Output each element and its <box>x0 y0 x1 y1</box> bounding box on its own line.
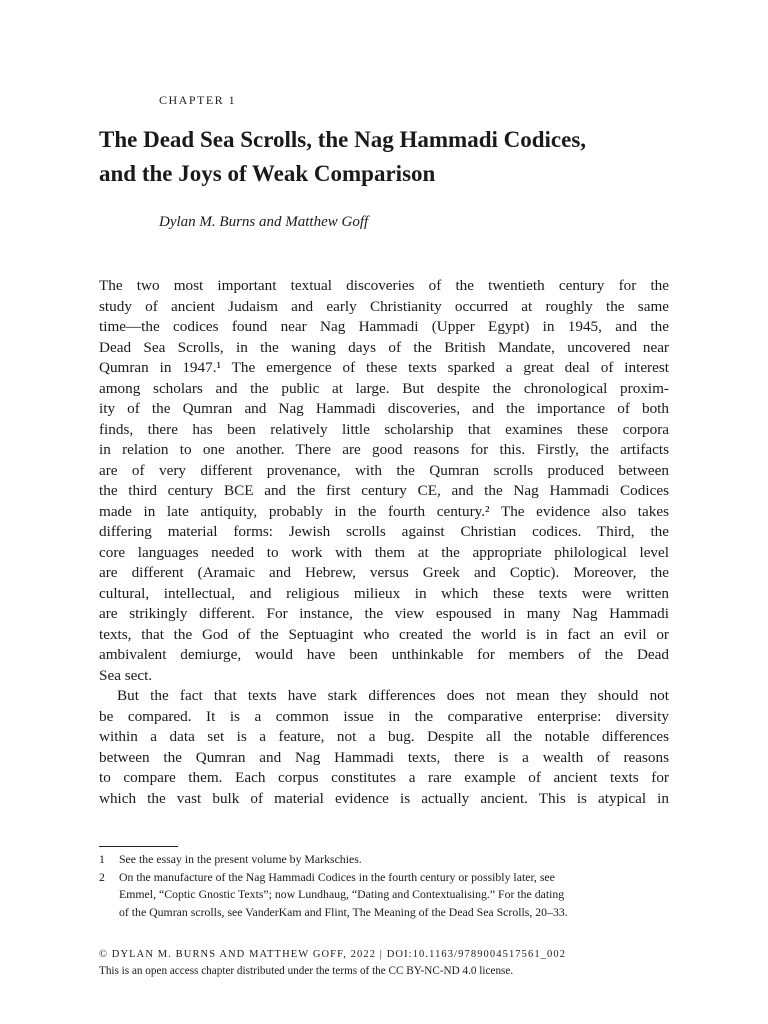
chapter-authors: Dylan M. Burns and Matthew Goff <box>159 214 369 230</box>
body-line: which the vast bulk of material evidence is actually ancient. This is atypical in <box>99 789 669 807</box>
body-text <box>99 276 669 809</box>
body-line: core languages needed to work with them at the appropriate philological level <box>99 543 669 561</box>
body-line: finds, there has been relatively little scholarship that examines these corpora <box>99 420 669 438</box>
body-line: Sea sect. <box>99 666 153 684</box>
body-line: Qumran in 1947.¹ The emergence of these texts sparked a great deal of interest <box>99 359 669 376</box>
body-line: are of very different provenance, with the Qumran scrolls produced between <box>99 461 669 479</box>
footnote-number: 2 <box>99 869 105 884</box>
body-line: to compare them. Each corpus constitutes a rare example of ancient texts for <box>99 769 669 786</box>
footnote <box>99 869 671 922</box>
body-line: time—the codices found near Nag Hammadi (Upper Egypt) in 1945, and the <box>99 318 669 335</box>
body-line: ity of the Qumran and Nag Hammadi discoveries, and the importance of both <box>99 400 669 417</box>
body-line: between the Qumran and Nag Hammadi texts, there is a wealth of reasons <box>99 748 669 766</box>
body-line: ambivalent demiurge, would have been unthinkable for members of the Dead <box>99 646 669 663</box>
footnote-number: 1 <box>99 852 105 866</box>
footnote-line: of the Qumran scrolls, see VanderKam and Flint, The Meaning of the Dead Sea Scrolls, 20–33. <box>119 904 568 919</box>
body-line: in relation to one another. There are good reasons for this. Firstly, the artifacts <box>99 441 669 458</box>
footnote-divider <box>99 846 178 847</box>
body-line: are different (Aramaic and Hebrew, versus Greek and Coptic). Moreover, the <box>99 564 669 581</box>
body-line: But the fact that texts have stark differences does not mean they should not <box>117 687 669 704</box>
footnote-line: Emmel, “Coptic Gnostic Texts”; now Lundhaug, “Dating and Contextualising.” For the dating <box>119 887 565 901</box>
body-line: cultural, intellectual, and religious milieux in which these texts were written <box>99 584 669 602</box>
footnotes <box>99 851 671 921</box>
body-line: are strikingly different. For instance, the view espoused in many Nag Hammadi <box>99 605 669 622</box>
body-line: differing material forms: Jewish scrolls against Christian codices. Third, the <box>99 523 669 540</box>
chapter-title <box>99 123 679 191</box>
body-line: be compared. It is a common issue in the comparative enterprise: diversity <box>99 707 669 725</box>
body-line: within a data set is a feature, not a bug. Despite all the notable differences <box>99 728 669 745</box>
body-line: among scholars and the public at large. But despite the chronological proxim- <box>99 379 669 397</box>
license-line: This is an open access chapter distributed under the terms of the CC BY-NC-ND 4.0 license. <box>99 965 514 977</box>
copyright-line: © DYLAN M. BURNS AND MATTHEW GOFF, 2022 | DOI:10.1163/9789004517561_002 <box>99 949 567 960</box>
footnote <box>99 851 671 869</box>
chapter-title-line: and the Joys of Weak Comparison <box>99 161 436 186</box>
body-line: made in late antiquity, probably in the fourth century.² The evidence also takes <box>99 502 669 520</box>
body-line: the third century BCE and the first century CE, and the Nag Hammadi Codices <box>99 482 669 499</box>
chapter-title-line: The Dead Sea Scrolls, the Nag Hammadi Codices, <box>99 127 587 152</box>
chapter-label: CHAPTER 1 <box>159 93 237 107</box>
footnote-line: See the essay in the present volume by Markschies. <box>119 852 362 866</box>
footnote-line: On the manufacture of the Nag Hammadi Codices in the fourth century or possibly later, see <box>119 869 555 884</box>
body-line: texts, that the God of the Septuagint who created the world is in fact an evil or <box>99 625 669 643</box>
body-line: The two most important textual discoveries of the twentieth century for the <box>99 277 669 294</box>
page-footer <box>99 947 671 980</box>
body-line: Dead Sea Scrolls, in the waning days of the British Mandate, uncovered near <box>99 338 669 356</box>
body-line: study of ancient Judaism and early Christianity occurred at roughly the same <box>99 297 669 315</box>
